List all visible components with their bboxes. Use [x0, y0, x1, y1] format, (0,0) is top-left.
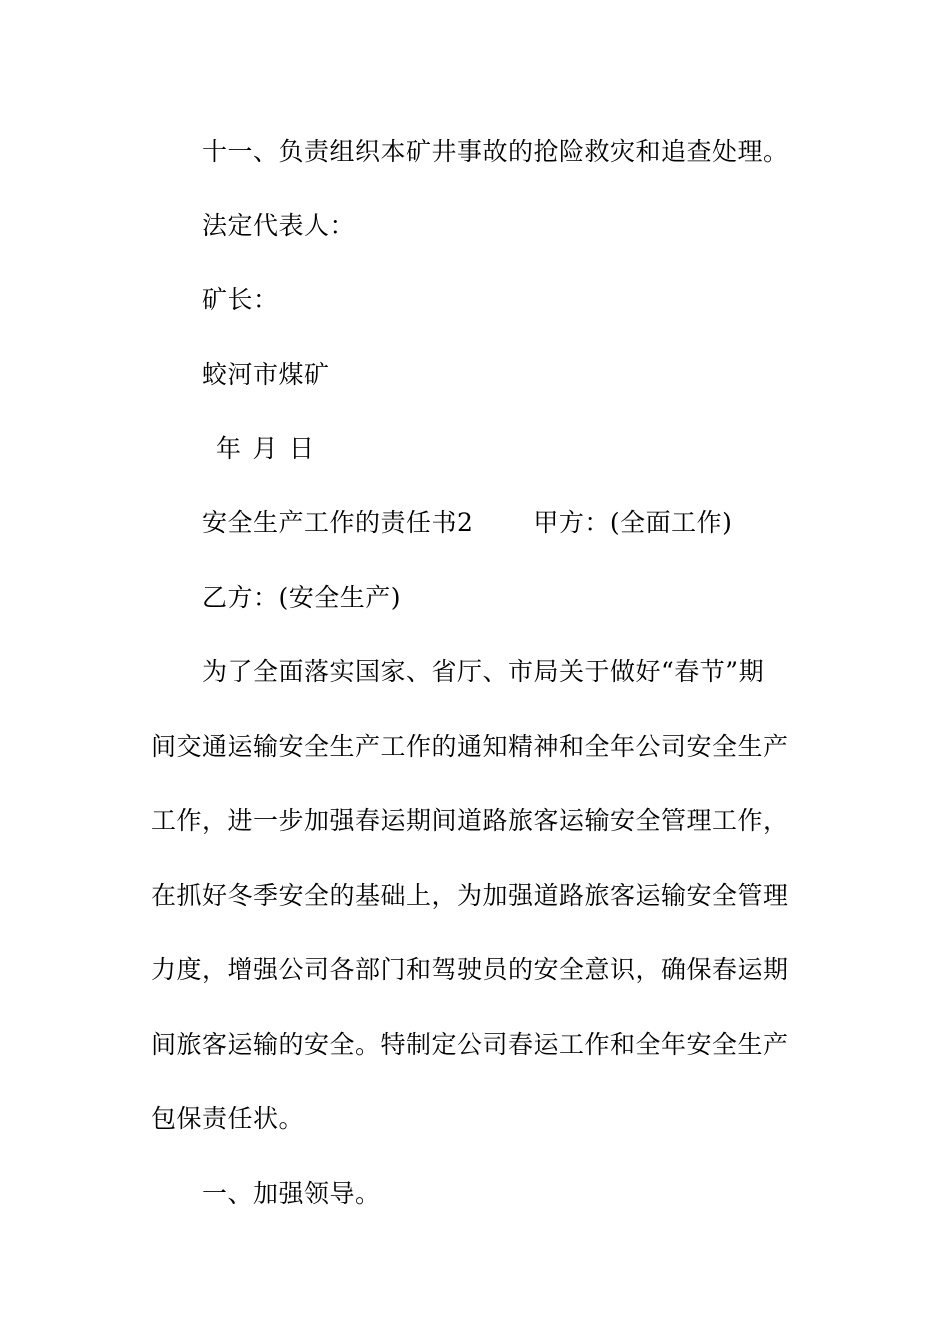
paragraph-item-11: 十一、负责组织本矿井事故的抢险救灾和追查处理。 — [202, 137, 789, 166]
body-paragraph-line-1: 为了全面落实国家、省厅、市局关于做好“春节”期 — [202, 657, 765, 686]
section-heading-1: 一、加强领导。 — [202, 1179, 381, 1208]
body-paragraph-line-3: 工作，进一步加强春运期间道路旅客运输安全管理工作， — [151, 806, 789, 835]
organization-name: 蛟河市煤矿 — [202, 360, 330, 389]
party-b-label: 乙方：(安全生产) — [202, 583, 402, 612]
document-section-title: 安全生产工作的责任书2 — [202, 508, 474, 537]
mine-director-label: 矿长： — [202, 285, 279, 314]
body-paragraph-line-6: 间旅客运输的安全。特制定公司春运工作和全年安全生产 — [151, 1030, 789, 1059]
date-month-label: 月 — [252, 434, 279, 463]
date-day-label: 日 — [289, 434, 315, 463]
date-line — [216, 434, 315, 464]
legal-representative-label: 法定代表人： — [202, 211, 356, 240]
body-paragraph-line-5: 力度，增强公司各部门和驾驶员的安全意识，确保春运期 — [151, 955, 789, 984]
body-paragraph-line-7: 包保责任状。 — [151, 1104, 305, 1133]
body-paragraph-line-2: 间交通运输安全生产工作的通知精神和全年公司安全生产 — [151, 732, 789, 761]
section-title-line — [202, 508, 732, 538]
party-a-label: 甲方：(全面工作) — [533, 508, 733, 537]
body-paragraph-line-4: 在抓好冬季安全的基础上，为加强道路旅客运输安全管理 — [151, 881, 789, 910]
date-year-label: 年 — [216, 434, 242, 463]
